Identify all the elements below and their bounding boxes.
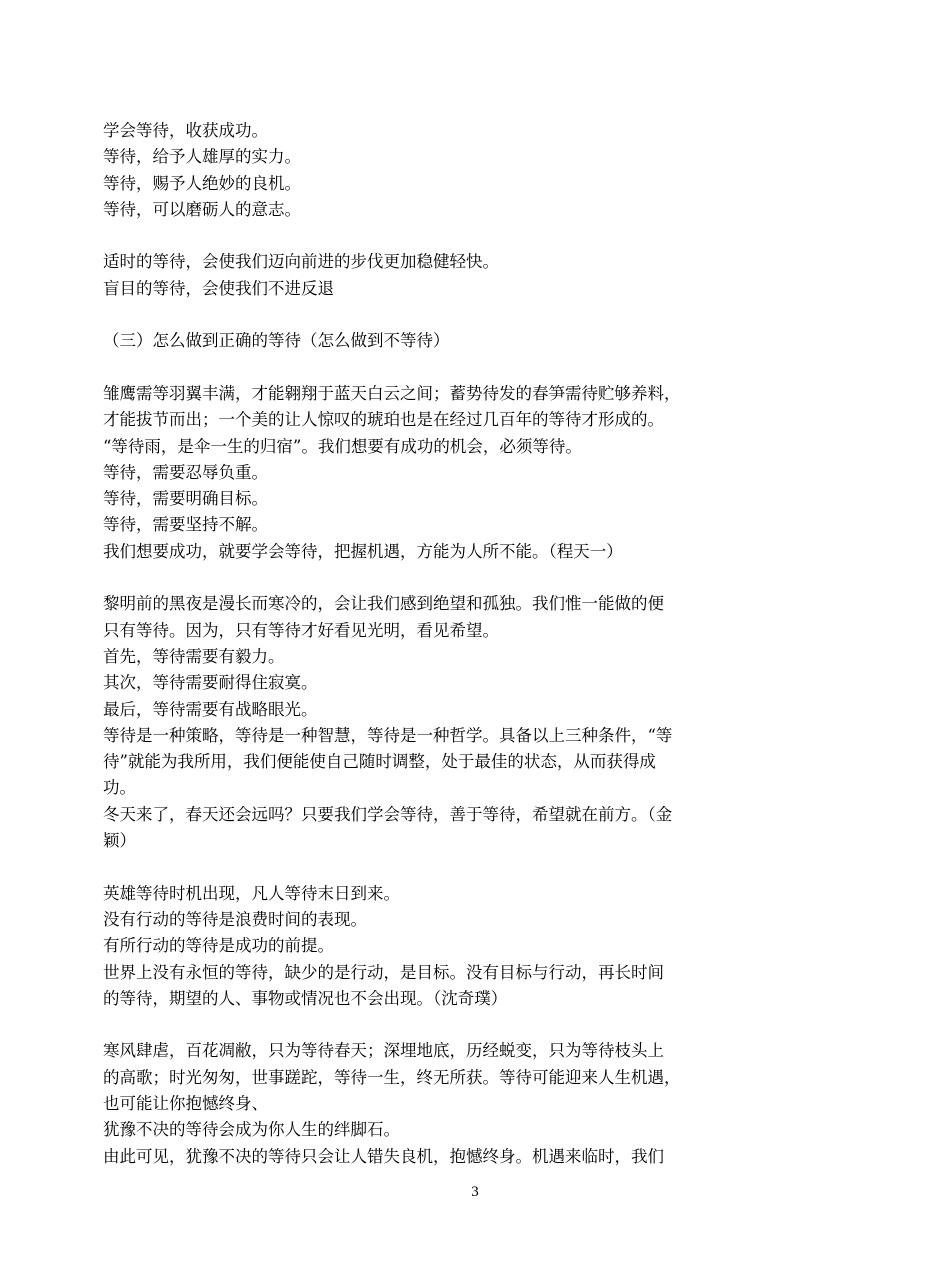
text-line: 冬天来了，春天还会远吗？只要我们学会等待，善于等待，希望就在前方。（金 — [103, 804, 673, 824]
page-number: 3 — [471, 1184, 479, 1200]
text-line: 等待是一种策略，等待是一种智慧，等待是一种哲学。具备以上三种条件，“等 — [103, 725, 673, 745]
text-line: 有所行动的等待是成功的前提。 — [103, 936, 334, 956]
text-line: （三）怎么做到正确的等待（怎么做到不等待） — [103, 331, 450, 351]
text-line: 由此可见，犹豫不决的等待只会让人错失良机，抱憾终身。机遇来临时，我们 — [103, 1146, 664, 1166]
text-line: 其次，等待需要耐得住寂寞。 — [103, 673, 318, 693]
text-line: 最后，等待需要有战略眼光。 — [103, 699, 318, 719]
text-line: 等待，需要明确目标。 — [103, 489, 268, 509]
blank-line — [103, 565, 715, 591]
text-line: “等待雨，是伞一生的归宿”。我们想要有成功的机会，必须等待。 — [103, 436, 582, 456]
blank-line — [103, 223, 715, 249]
text-line: 功。 — [103, 778, 136, 798]
text-line: 盲目的等待，会使我们不进反退 — [103, 278, 334, 298]
text-line: 适时的等待，会使我们迈向前进的步伐更加稳健轻快。 — [103, 252, 499, 272]
text-line: 等待，可以磨砺人的意志。 — [103, 199, 301, 219]
text-line: 的等待，期望的人、事物或情况也不会出现。（沈奇璞） — [103, 988, 508, 1008]
text-line: 犹豫不决的等待会成为你人生的绊脚石。 — [103, 1120, 400, 1140]
document-body — [103, 118, 715, 1170]
blank-line — [103, 854, 715, 880]
blank-line — [103, 1012, 715, 1038]
text-line: 等待，需要忍辱负重。 — [103, 462, 268, 482]
text-line: 没有行动的等待是浪费时间的表现。 — [103, 909, 367, 929]
text-line: 学会等待，收获成功。 — [103, 121, 268, 140]
text-line: 才能拔节而出；一个美的让人惊叹的琥珀也是在经过几百年的等待才形成的。 — [103, 410, 664, 430]
text-line: 首先，等待需要有毅力。 — [103, 646, 285, 666]
blank-line — [103, 355, 715, 381]
text-line: 待”就能为我所用，我们便能使自己随时调整，处于最佳的状态，从而获得成 — [103, 752, 656, 772]
text-line: 黎明前的黑夜是漫长而寒冷的，会让我们感到绝望和孤独。我们惟一能做的便 — [103, 594, 664, 614]
text-line: 只有等待。因为，只有等待才好看见光明，看见希望。 — [103, 620, 499, 640]
text-line: 英雄等待时机出现，凡人等待末日到来。 — [103, 883, 400, 903]
text-line: 我们想要成功，就要学会等待，把握机遇，方能为人所不能。（程天一） — [103, 541, 623, 561]
text-line: 世界上没有永恒的等待，缺少的是行动，是目标。没有目标与行动，再长时间 — [103, 962, 664, 982]
text-line: 的高歌；时光匆匆，世事蹉跎，等待一生，终无所获。等待可能迎来人生机遇， — [103, 1067, 681, 1087]
text-line: 等待，赐予人绝妙的良机。 — [103, 173, 301, 193]
text-line: 雏鹰需等羽翼丰满，才能翱翔于蓝天白云之间；蓄势待发的春笋需待贮够养料， — [103, 383, 681, 403]
text-line: 等待，需要坚持不解。 — [103, 515, 268, 535]
text-line: 也可能让你抱憾终身、 — [103, 1093, 268, 1113]
blank-line — [103, 302, 715, 328]
text-line: 等待，给予人雄厚的实力。 — [103, 147, 301, 167]
text-line: 寒风肆虐，百花凋敝，只为等待春天；深埋地底，历经蜕变，只为等待枝头上 — [103, 1041, 664, 1061]
text-line: 颖） — [103, 831, 136, 851]
